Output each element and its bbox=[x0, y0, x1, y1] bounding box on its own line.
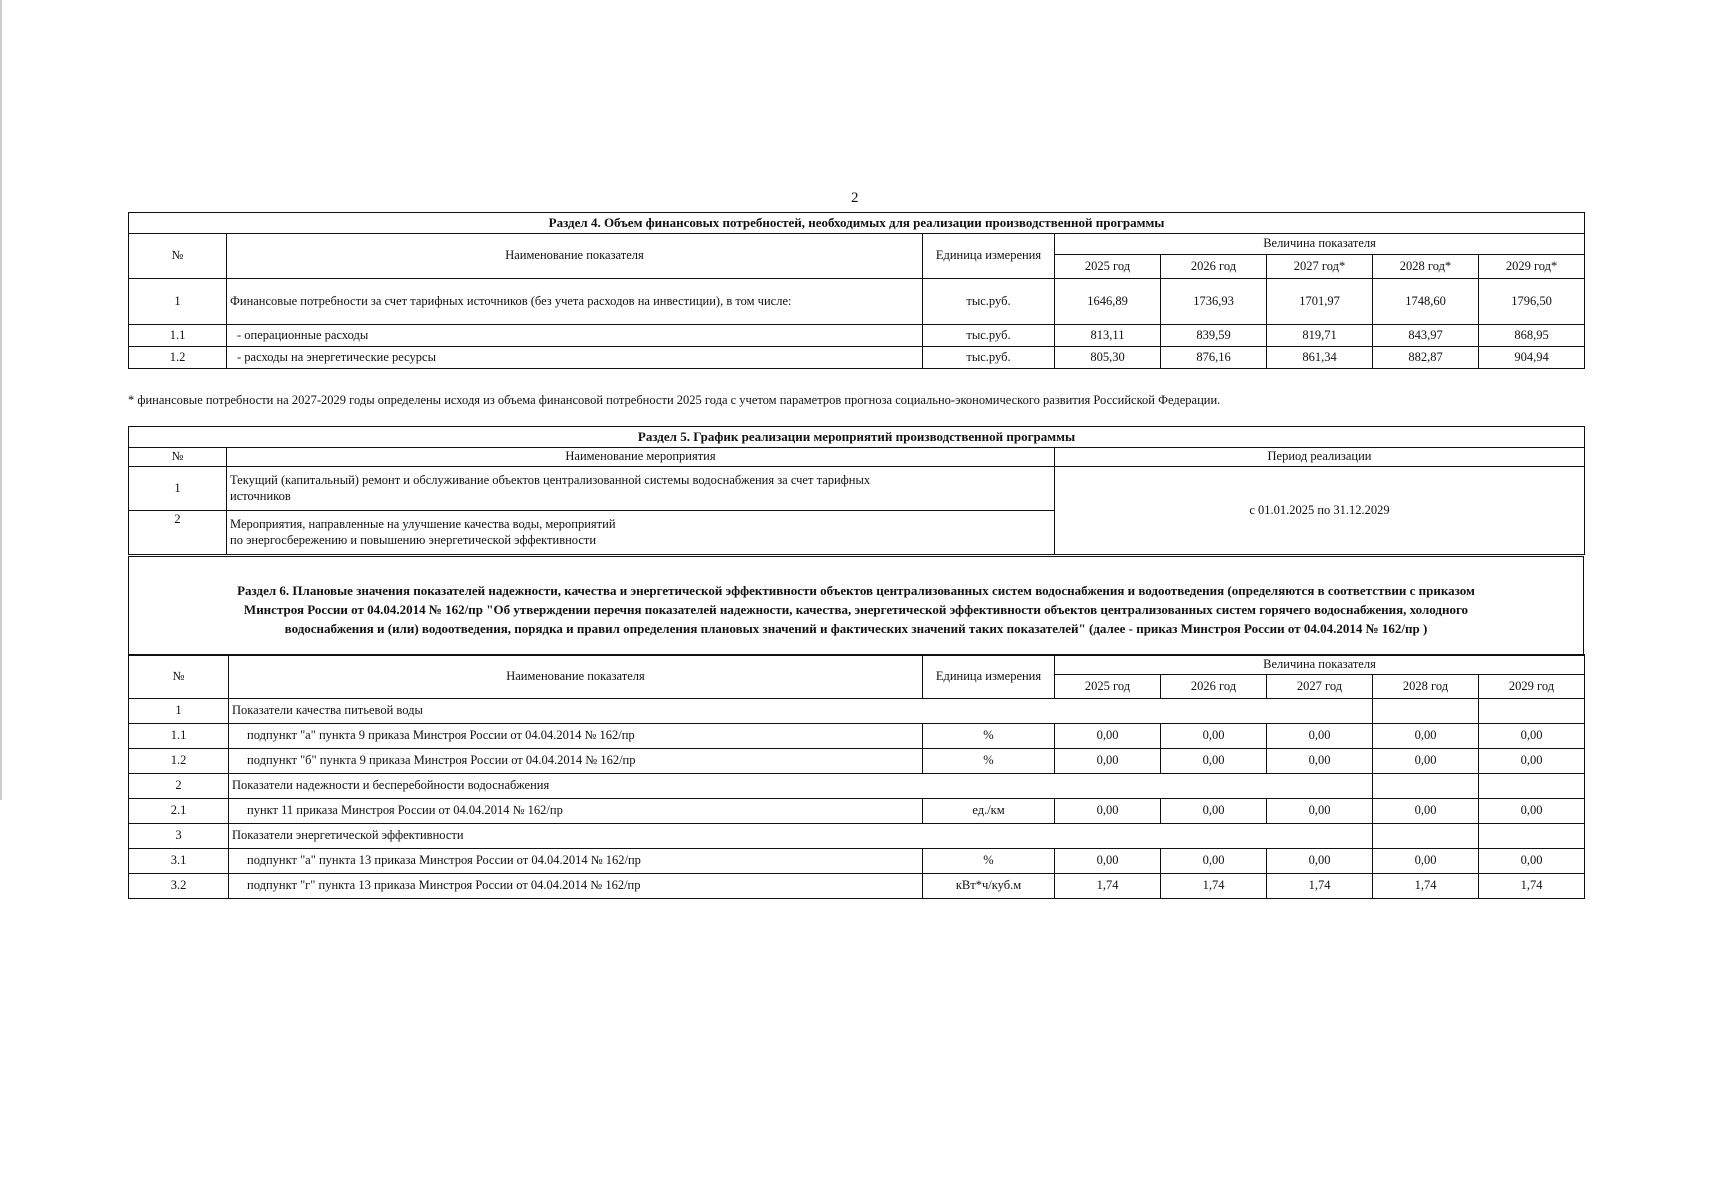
section6-title-line: Минстроя России от 04.04.2014 № 162/пр "Об утверждении перечня показателей надежности, качества, энергетической эффективности объектов централизованных систем горячего водоснабжения, холодного bbox=[243, 601, 1469, 617]
row-num: 1.1 bbox=[129, 724, 229, 749]
row-value: 0,00 bbox=[1479, 724, 1585, 749]
empty-cell bbox=[1373, 774, 1479, 799]
section4-year-header: 2029 год* bbox=[1479, 255, 1585, 279]
row-value: 0,00 bbox=[1267, 724, 1373, 749]
row-num: 3.2 bbox=[129, 874, 229, 899]
row-value: 1,74 bbox=[1479, 874, 1585, 899]
row-value: 868,95 bbox=[1479, 325, 1585, 347]
section4-year-header: 2028 год* bbox=[1373, 255, 1479, 279]
row-value: 0,00 bbox=[1055, 799, 1161, 824]
row-value: 1701,97 bbox=[1267, 279, 1373, 325]
table-row bbox=[129, 699, 1585, 724]
section4-footnote: * финансовые потребности на 2027-2029 годы определены исходя из объема финансовой потребности 2025 года с учетом параметров прогноза социально-экономического развития Российской Федерации. bbox=[128, 393, 1221, 407]
row-value: 839,59 bbox=[1161, 325, 1267, 347]
row-value: 1,74 bbox=[1267, 874, 1373, 899]
section4-title: Раздел 4. Объем финансовых потребностей, необходимых для реализации производственной программы bbox=[129, 213, 1585, 234]
empty-cell bbox=[1373, 824, 1479, 849]
row-value: 0,00 bbox=[1267, 849, 1373, 874]
row-num: 2 bbox=[129, 511, 227, 555]
row-num: 1.2 bbox=[129, 347, 227, 369]
row-num: 1 bbox=[129, 467, 227, 511]
table-row bbox=[129, 774, 1585, 799]
section4-year-header: 2026 год bbox=[1161, 255, 1267, 279]
empty-cell bbox=[1479, 699, 1585, 724]
row-num: 3 bbox=[129, 824, 229, 849]
row-name: пункт 11 приказа Минстроя России от 04.04.2014 № 162/пр bbox=[229, 799, 923, 824]
row-value: 861,34 bbox=[1267, 347, 1373, 369]
row-value: 0,00 bbox=[1267, 749, 1373, 774]
row-value: 1,74 bbox=[1055, 874, 1161, 899]
section6-col-name: Наименование показателя bbox=[229, 655, 923, 699]
table-row bbox=[129, 724, 1585, 749]
section5-col-name: Наименование мероприятия bbox=[227, 448, 1055, 467]
row-value: 1646,89 bbox=[1055, 279, 1161, 325]
empty-cell bbox=[1373, 699, 1479, 724]
row-num: 1.1 bbox=[129, 325, 227, 347]
table-row bbox=[129, 749, 1585, 774]
section6-col-unit: Единица измерения bbox=[923, 655, 1055, 699]
row-unit: тыс.руб. bbox=[923, 347, 1055, 369]
row-name: подпункт "а" пункта 13 приказа Минстроя России от 04.04.2014 № 162/пр bbox=[229, 849, 923, 874]
row-num: 1 bbox=[129, 699, 229, 724]
table-row bbox=[129, 799, 1585, 824]
table-row bbox=[129, 325, 1585, 347]
section4-col-value: Величина показателя bbox=[1055, 234, 1585, 255]
table-row bbox=[129, 874, 1585, 899]
row-value: 0,00 bbox=[1373, 749, 1479, 774]
row-name-line: Текущий (капитальный) ремонт и обслуживание объектов централизованной системы водоснабжения за счет тарифных bbox=[230, 473, 871, 488]
group-name: Показатели качества питьевой воды bbox=[229, 699, 1373, 724]
row-value: 0,00 bbox=[1479, 849, 1585, 874]
row-name: подпункт "г" пункта 13 приказа Минстроя России от 04.04.2014 № 162/пр bbox=[229, 874, 923, 899]
row-name: Финансовые потребности за счет тарифных источников (без учета расходов на инвестиции), в том числе: bbox=[227, 279, 923, 325]
row-value: 0,00 bbox=[1055, 849, 1161, 874]
section4-year-header: 2025 год bbox=[1055, 255, 1161, 279]
row-value: 0,00 bbox=[1161, 849, 1267, 874]
row-unit: % bbox=[923, 849, 1055, 874]
row-value: 876,16 bbox=[1161, 347, 1267, 369]
table-row bbox=[129, 824, 1585, 849]
row-value: 0,00 bbox=[1161, 749, 1267, 774]
row-value: 0,00 bbox=[1161, 724, 1267, 749]
row-name bbox=[227, 467, 1055, 511]
row-value: 0,00 bbox=[1267, 799, 1373, 824]
row-name-line: источников bbox=[230, 488, 291, 503]
section6-table bbox=[128, 654, 1585, 899]
section5-table bbox=[128, 426, 1585, 555]
row-unit: % bbox=[923, 749, 1055, 774]
row-unit: ед./км bbox=[923, 799, 1055, 824]
section5-period: с 01.01.2025 по 31.12.2029 bbox=[1055, 467, 1585, 555]
section6-title-line: Раздел 6. Плановые значения показателей надежности, качества и энергетической эффективности объектов централизованных систем водоснабжения и водоотведения (определяются в соответствии с приказом bbox=[237, 583, 1475, 598]
row-num: 2.1 bbox=[129, 799, 229, 824]
row-value: 1748,60 bbox=[1373, 279, 1479, 325]
section4-col-name: Наименование показателя bbox=[227, 234, 923, 279]
row-value: 0,00 bbox=[1479, 799, 1585, 824]
row-value: 0,00 bbox=[1373, 799, 1479, 824]
table-row bbox=[129, 849, 1585, 874]
row-value: 0,00 bbox=[1479, 749, 1585, 774]
group-name: Показатели надежности и бесперебойности водоснабжения bbox=[229, 774, 1373, 799]
table-row bbox=[129, 467, 1585, 511]
row-name: - операционные расходы bbox=[227, 325, 923, 347]
row-unit: кВт*ч/куб.м bbox=[923, 874, 1055, 899]
table-row bbox=[129, 347, 1585, 369]
row-value: 882,87 bbox=[1373, 347, 1479, 369]
section6-title bbox=[128, 582, 1584, 639]
row-num: 3.1 bbox=[129, 849, 229, 874]
section6-year-header: 2028 год bbox=[1373, 675, 1479, 699]
empty-cell bbox=[1479, 824, 1585, 849]
row-value: 1,74 bbox=[1161, 874, 1267, 899]
section6-year-header: 2026 год bbox=[1161, 675, 1267, 699]
section4-col-num: № bbox=[129, 234, 227, 279]
row-num: 1.2 bbox=[129, 749, 229, 774]
row-unit: тыс.руб. bbox=[923, 325, 1055, 347]
row-value: 0,00 bbox=[1373, 849, 1479, 874]
row-value: 1796,50 bbox=[1479, 279, 1585, 325]
row-value: 0,00 bbox=[1373, 724, 1479, 749]
row-name bbox=[227, 511, 1055, 555]
row-unit: тыс.руб. bbox=[923, 279, 1055, 325]
section5-col-period: Период реализации bbox=[1055, 448, 1585, 467]
row-num: 2 bbox=[129, 774, 229, 799]
section6-year-header: 2027 год bbox=[1267, 675, 1373, 699]
row-value: 843,97 bbox=[1373, 325, 1479, 347]
scan-edge-line bbox=[0, 0, 2, 800]
section6-year-header: 2025 год bbox=[1055, 675, 1161, 699]
section4-year-header: 2027 год* bbox=[1267, 255, 1373, 279]
section6-title-line: водоснабжения и (или) водоотведения, порядка и правил определения плановых значений и фактических значений таких показателей" (далее - приказ Минстроя России от 04.04.2014 № 162/пр ) bbox=[284, 620, 1428, 636]
row-value: 813,11 bbox=[1055, 325, 1161, 347]
row-value: 0,00 bbox=[1161, 799, 1267, 824]
page-number: 2 bbox=[851, 190, 859, 206]
section5-col-num: № bbox=[129, 448, 227, 467]
section4-table bbox=[128, 212, 1585, 369]
row-value: 1,74 bbox=[1373, 874, 1479, 899]
row-value: 0,00 bbox=[1055, 724, 1161, 749]
row-value: 1736,93 bbox=[1161, 279, 1267, 325]
section6-col-num: № bbox=[129, 655, 229, 699]
row-name: подпункт "б" пункта 9 приказа Минстроя России от 04.04.2014 № 162/пр bbox=[229, 749, 923, 774]
empty-cell bbox=[1479, 774, 1585, 799]
row-unit: % bbox=[923, 724, 1055, 749]
section6-col-value: Величина показателя bbox=[1055, 655, 1585, 675]
row-name: подпункт "а" пункта 9 приказа Минстроя России от 04.04.2014 № 162/пр bbox=[229, 724, 923, 749]
row-value: 819,71 bbox=[1267, 325, 1373, 347]
table-row bbox=[129, 279, 1585, 325]
section6-year-header: 2029 год bbox=[1479, 675, 1585, 699]
row-value: 904,94 bbox=[1479, 347, 1585, 369]
row-name-line: по энергосбережению и повышению энергетической эффективности bbox=[230, 532, 597, 547]
row-num: 1 bbox=[129, 279, 227, 325]
row-name-line: Мероприятия, направленные на улучшение качества воды, мероприятий bbox=[230, 517, 616, 532]
row-value: 0,00 bbox=[1055, 749, 1161, 774]
group-name: Показатели энергетической эффективности bbox=[229, 824, 1373, 849]
row-value: 805,30 bbox=[1055, 347, 1161, 369]
section4-col-unit: Единица измерения bbox=[923, 234, 1055, 279]
section5-title: Раздел 5. График реализации мероприятий производственной программы bbox=[129, 427, 1585, 448]
row-name: - расходы на энергетические ресурсы bbox=[227, 347, 923, 369]
